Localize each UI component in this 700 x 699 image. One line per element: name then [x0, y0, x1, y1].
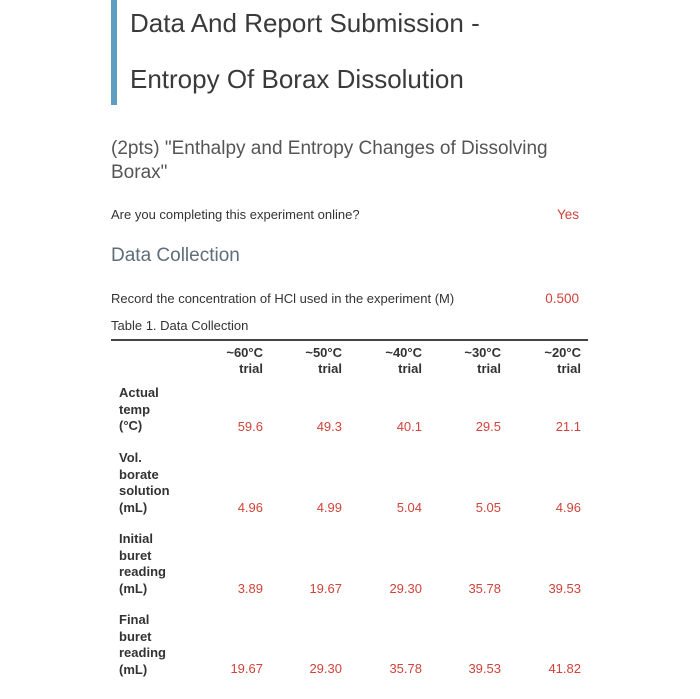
- row-label-line: (°C): [119, 418, 143, 433]
- section-title: (2pts) "Enthalpy and Entropy Changes of Dissolving Borax": [111, 138, 548, 183]
- table-cell[interactable]: 59.6: [237, 419, 263, 434]
- page-title-line1: Data And Report Submission -: [130, 8, 480, 38]
- table-cell[interactable]: 29.5: [475, 419, 501, 434]
- column-header: [441, 345, 501, 377]
- column-header: [282, 345, 342, 377]
- row-label-vol-borate: [119, 450, 199, 516]
- table-cell[interactable]: 19.67: [309, 581, 342, 596]
- row-label-line: (mL): [119, 580, 148, 596]
- online-question-answer[interactable]: Yes: [556, 207, 579, 222]
- table-cell[interactable]: 39.53: [468, 661, 501, 676]
- table-cell[interactable]: 41.82: [548, 661, 581, 676]
- row-label-line: reading: [119, 564, 166, 579]
- column-trial: trial: [239, 361, 263, 376]
- column-header: [521, 345, 581, 377]
- table-cell[interactable]: 4.96: [237, 500, 263, 515]
- row-label-line: solution: [119, 483, 170, 498]
- column-header: [362, 345, 422, 377]
- column-trial: trial: [557, 361, 581, 376]
- column-header: [203, 345, 263, 377]
- column-temp: ~20°C: [544, 345, 581, 360]
- table-cell[interactable]: 35.78: [389, 661, 422, 676]
- column-temp: ~60°C: [226, 345, 263, 360]
- table-caption: Table 1. Data Collection: [111, 318, 249, 333]
- table-cell[interactable]: 39.53: [548, 581, 581, 596]
- row-label-line: Actual: [119, 385, 159, 400]
- table-cell[interactable]: 19.67: [230, 661, 263, 676]
- row-label-line: (mL): [119, 661, 148, 677]
- hcl-concentration-value[interactable]: 0.500: [545, 291, 579, 306]
- table-cell[interactable]: 5.04: [396, 500, 422, 515]
- row-label-actual-temp: [119, 385, 199, 435]
- online-question-label: Are you completing this experiment online?: [111, 207, 360, 222]
- header-accent-bar: [111, 0, 117, 105]
- row-label-line: reading: [119, 645, 166, 660]
- row-label-initial-buret: [119, 531, 199, 597]
- table-cell[interactable]: 5.05: [475, 500, 501, 515]
- column-temp: ~40°C: [385, 345, 422, 360]
- hcl-concentration-label: Record the concentration of HCl used in the experiment (M): [111, 291, 455, 306]
- table-cell[interactable]: 4.96: [555, 500, 581, 515]
- table-cell[interactable]: 3.89: [237, 581, 263, 596]
- column-trial: trial: [477, 361, 501, 376]
- table-cell[interactable]: 21.1: [555, 419, 581, 434]
- row-label-line: buret: [119, 547, 152, 563]
- table-cell[interactable]: 29.30: [389, 581, 422, 596]
- row-label-line: Initial: [119, 531, 153, 546]
- row-label-line: borate: [119, 466, 159, 482]
- table-cell[interactable]: 4.99: [316, 500, 342, 515]
- row-label-line: temp: [119, 401, 151, 417]
- row-label-final-buret: [119, 612, 199, 678]
- table-cell[interactable]: 29.30: [309, 661, 342, 676]
- column-temp: ~30°C: [464, 345, 501, 360]
- data-collection-title: Data Collection: [111, 245, 240, 266]
- table-cell[interactable]: 49.3: [316, 419, 342, 434]
- table-top-rule: [111, 339, 588, 341]
- table-cell[interactable]: 40.1: [396, 419, 422, 434]
- row-label-line: Vol.: [119, 450, 142, 465]
- column-trial: trial: [318, 361, 342, 376]
- row-label-line: Final: [119, 612, 150, 627]
- row-label-line: buret: [119, 628, 152, 644]
- row-label-line: (mL): [119, 499, 148, 515]
- column-trial: trial: [398, 361, 422, 376]
- column-temp: ~50°C: [305, 345, 342, 360]
- table-cell[interactable]: 35.78: [468, 581, 501, 596]
- page-title-line2: Entropy Of Borax Dissolution: [130, 64, 464, 94]
